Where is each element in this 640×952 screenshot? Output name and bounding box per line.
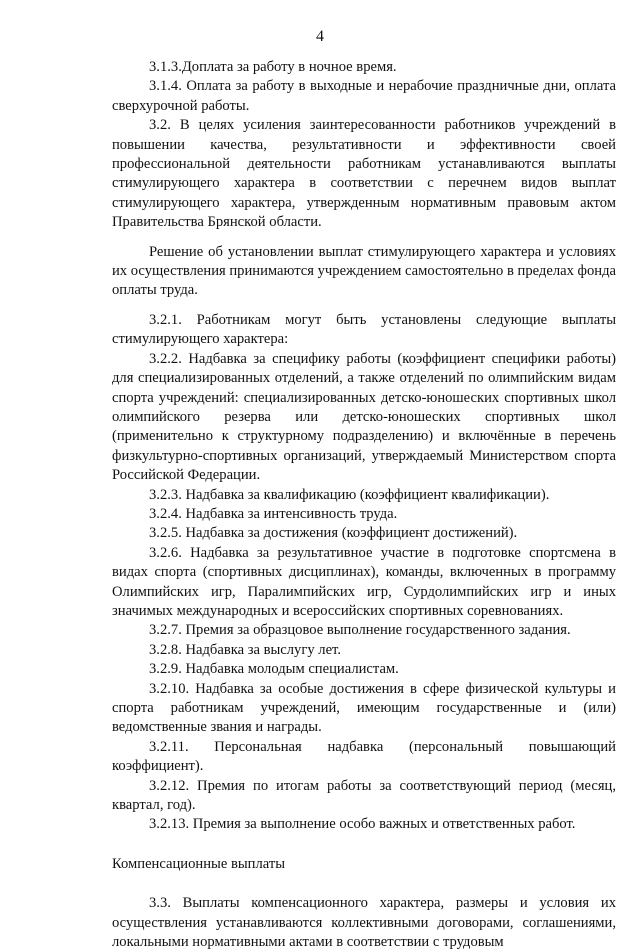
paragraph-3-2-1: 3.2.1. Работникам могут быть установлены следующие выплаты стимулирующего характера: <box>112 311 616 348</box>
paragraph-3-2-13: 3.2.13. Премия за выполнение особо важных и ответственных работ. <box>149 816 576 833</box>
paragraph-3-1-4: 3.1.4. Оплата за работу в выходные и нерабочие праздничные дни, оплата сверхурочной работы. <box>112 78 616 114</box>
paragraph-3-2-11: 3.2.11. Персональная надбавка (персональный повышающий коэффициент). <box>112 738 616 775</box>
paragraph-3-2-12: 3.2.12. Премия по итогам работы за соответствующий период (месяц, квартал, год). <box>112 777 616 814</box>
paragraph-3-2: 3.2. В целях усиления заинтересованности работников учреждений в повышении качества, результативности и эффективности своей профессиональной деятельности работникам устанавливаются выплаты стимулирующего характера в соответствии с перечнем видов выплат стимулирующего характера, утвержденным нормативным правовым актом Правительства Брянской области. <box>112 117 616 231</box>
paragraph-3-2-10: 3.2.10. Надбавка за особые достижения в сфере физической культуры и спорта работникам учреждений, имеющим государственные и (или) ведомственные звания и награды. <box>112 680 616 736</box>
paragraph-3-2-2: 3.2.2. Надбавка за специфику работы (коэффициент специфики работы) для специализированных отделений, а также отделений по олимпийским видам спорта учреждений: специализированных детско-юношеских спортивных школ олимпийского резерва или детско-юношеских спортивных школ (применительно к структурному подразделению) и включённые в перечень физкультурно-спортивных организаций, утверждаемый Министерством спорта Российской Федерации. <box>112 350 616 484</box>
paragraph-3-2-9: 3.2.9. Надбавка молодым специалистам. <box>149 661 399 678</box>
paragraph-3-2-3: 3.2.3. Надбавка за квалификацию (коэффициент квалификации). <box>149 486 550 503</box>
paragraph-3-3: 3.3. Выплаты компенсационного характера, размеры и условия их осуществления устанавливаются коллективными договорами, соглашениями, локальными нормативными актами в соответствии с трудовым <box>112 895 616 951</box>
document-body <box>112 58 616 952</box>
paragraph-3-1-3: 3.1.3.Доплата за работу в ночное время. <box>149 59 397 75</box>
page-number: 4 <box>316 28 324 45</box>
paragraph-3-2-4: 3.2.4. Надбавка за интенсивность труда. <box>149 505 398 522</box>
paragraph-3-2-8: 3.2.8. Надбавка за выслугу лет. <box>149 641 341 658</box>
section-heading: Компенсационные выплаты <box>112 855 286 872</box>
paragraph-3-2-7: 3.2.7. Премия за образцовое выполнение государственного задания. <box>149 622 571 639</box>
paragraph-decision: Решение об установлении выплат стимулирующего характера и условиях их осуществления принимаются учреждением самостоятельно в пределах фонда оплаты труда. <box>112 243 616 299</box>
paragraph-3-2-5: 3.2.5. Надбавка за достижения (коэффициент достижений). <box>149 525 518 542</box>
paragraph-3-2-6: 3.2.6. Надбавка за результативное участие в подготовке спортсмена в видах спорта (спортивных дисциплинах), команды, включенных в программу Олимпийских игр, Паралимпийских игр, Сурдолимпийских игр и иных значимых международных и всероссийских спортивных соревнованиях. <box>112 544 616 619</box>
